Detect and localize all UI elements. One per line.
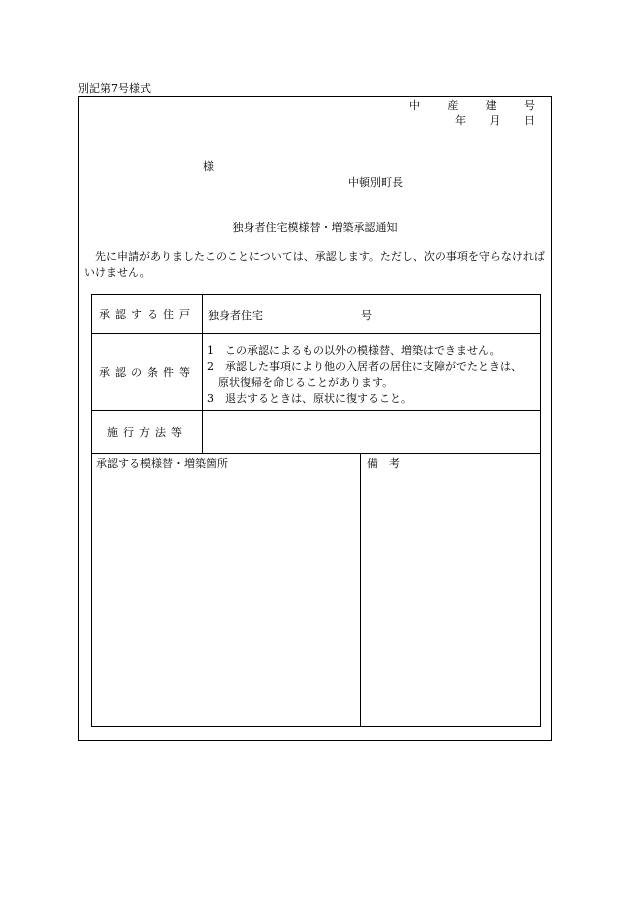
date-day: 日 [524, 114, 535, 127]
reference-char: 号 [523, 99, 535, 112]
table-border-left [91, 294, 92, 727]
table-border-right [540, 294, 541, 727]
form-number-label: 別記第7号様式 [78, 82, 151, 95]
conditions-label: 承認の条件等 [99, 366, 195, 379]
table-label-divider [202, 294, 203, 454]
date-year: 年 [455, 114, 466, 127]
residence-value [208, 309, 372, 322]
issue-date [455, 114, 535, 127]
table-border-top [91, 294, 541, 295]
reference-char: 産 [447, 99, 459, 112]
residence-type: 独身者住宅 [208, 309, 263, 322]
residence-suffix: 号 [361, 309, 372, 322]
issuer-name: 中頓別町長 [348, 176, 403, 189]
addressee-suffix: 様 [203, 160, 214, 173]
document-title: 独身者住宅模様替・増築承認通知 [232, 221, 398, 234]
conditions-list [207, 343, 522, 407]
condition-item: 3 退去するときは、原状に復すること。 [207, 392, 412, 405]
table-border-bottom [91, 726, 541, 727]
condition-item: 原状復帰を命じることがあります。 [207, 376, 394, 389]
table-divider [91, 333, 541, 334]
table-divider [91, 410, 541, 411]
date-month: 月 [489, 114, 501, 127]
condition-item: 1 この承認によるもの以外の模様替、増築はできません。 [207, 344, 501, 357]
reference-number [409, 99, 535, 112]
method-label: 施行方法等 [107, 426, 187, 439]
remarks-label: 備 考 [367, 457, 400, 470]
table-remarks-divider [360, 453, 361, 727]
notice-body: 先に申請がありましたこのことについては、承認します。ただし、次の事項を守らなければいけません。 [84, 250, 545, 279]
condition-item: 2 承認した事項により他の入居者の居住に支障がでたときは、 [207, 360, 522, 373]
document-frame [78, 96, 552, 741]
locations-label: 承認する模様替・増築箇所 [96, 457, 228, 470]
reference-char: 建 [485, 99, 497, 112]
table-divider [91, 453, 541, 454]
reference-char: 中 [409, 99, 420, 112]
residence-label: 承認する住戸 [99, 308, 195, 321]
